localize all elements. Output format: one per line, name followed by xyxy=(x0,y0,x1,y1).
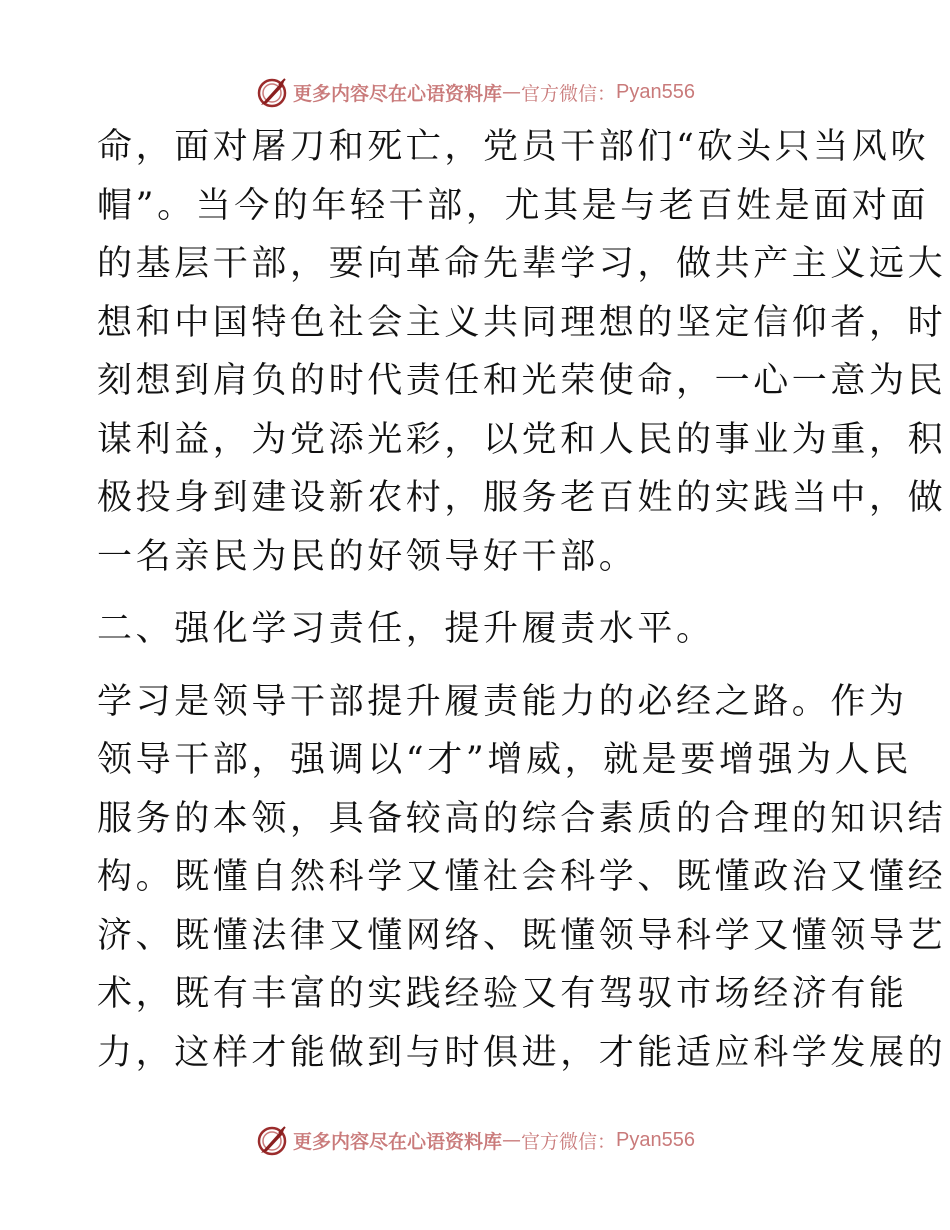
text-line: 领导干部，强调以“才”增威，就是要增强为人民 xyxy=(97,740,912,780)
text-line: 命，面对屠刀和死亡，党员干部们“砍头只当风吹 xyxy=(97,127,930,167)
quill-logo-icon xyxy=(255,75,289,109)
text-line: 刻想到肩负的时代责任和光荣使命，一心一意为民 xyxy=(97,361,947,401)
banner-separator: — xyxy=(502,1129,522,1151)
text-line: 构。既懂自然科学又懂社会科学、既懂政治又懂经 xyxy=(97,857,947,897)
section-heading: 二、强化学习责任，提升履责水平。 xyxy=(97,609,715,649)
text-line: 力，这样才能做到与时俱进，才能适应科学发展的 xyxy=(97,1032,947,1073)
text-line: 服务的本领，具备较高的综合素质的合理的知识结 xyxy=(97,798,947,839)
paragraph-2 xyxy=(97,673,947,1083)
paragraph-gap xyxy=(97,659,857,673)
document-body xyxy=(97,118,947,1082)
text-line: 的基层干部，要向革命先辈学习，做共产主义远大 xyxy=(97,244,947,284)
banner-wechat-label: 官方微信： xyxy=(521,82,617,105)
footer-banner xyxy=(0,1120,950,1160)
text-line: 想和中国特色社会主义共同理想的坚定信仰者，时 xyxy=(97,302,947,343)
banner-main-text: 更多内容尽在心语资料库 xyxy=(293,1130,503,1153)
banner-separator: — xyxy=(502,81,522,103)
text-line: 帽”。当今的年轻干部，尤其是与老百姓是面对面 xyxy=(97,185,930,226)
text-line: 济、既懂法律又懂网络、既懂领导科学又懂领导艺 xyxy=(97,915,947,956)
paragraph-gap xyxy=(97,586,857,600)
paragraph-1 xyxy=(97,118,947,586)
text-line: 术，既有丰富的实践经验又有驾驭市场经济有能 xyxy=(97,974,908,1014)
header-banner xyxy=(0,72,950,112)
text-line: 一名亲民为民的好领导好干部。 xyxy=(97,536,638,577)
text-line: 学习是领导干部提升履责能力的必经之路。作为 xyxy=(97,681,908,722)
text-line: 极投身到建设新农村，服务老百姓的实践当中，做 xyxy=(97,478,947,518)
banner-main-text: 更多内容尽在心语资料库 xyxy=(293,82,503,105)
banner-wechat-label: 官方微信： xyxy=(521,1130,617,1153)
text-line: 谋利益，为党添光彩，以党和人民的事业为重，积 xyxy=(97,419,947,460)
banner-wechat-id: Pyan556 xyxy=(616,1128,695,1151)
banner-wechat-id: Pyan556 xyxy=(616,80,695,103)
quill-logo-icon xyxy=(255,1123,289,1157)
